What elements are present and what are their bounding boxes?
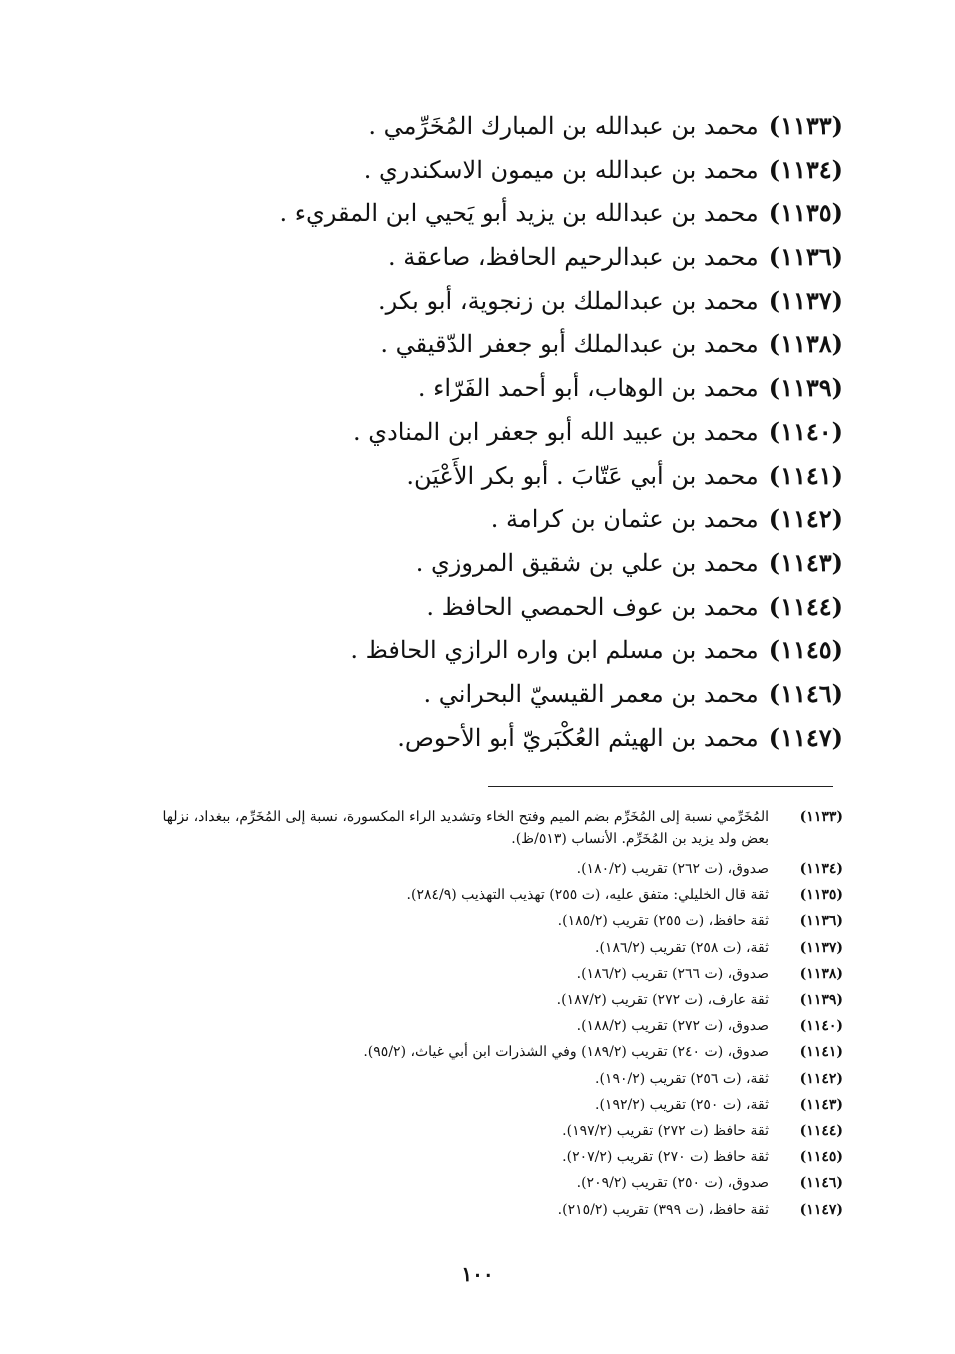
entry-1133 xyxy=(243,104,843,148)
footnote-text: ثقة حافظ، (ت ٣٩٩) تقريب (٢١٥/٢). xyxy=(557,1201,769,1218)
footnotes xyxy=(133,806,843,1223)
entry-name: محمد بن عبدالله بن المبارك المُخَرِّمي . xyxy=(368,112,759,140)
entry-number: (١١٣٤) xyxy=(768,154,843,184)
entry-1134 xyxy=(243,148,843,192)
entry-number: (١١٤٧) xyxy=(768,722,843,752)
entry-name: محمد بن علي بن شقيق المروزي . xyxy=(415,548,759,577)
entry-number: (١١٣٦) xyxy=(768,242,843,272)
entry-1139 xyxy=(243,366,843,410)
entry-1142 xyxy=(243,497,843,541)
footnote xyxy=(133,1170,843,1196)
entry-name: محمد بن عبدالله بن ميمون الاسكندري . xyxy=(363,155,759,184)
entry-1143 xyxy=(243,541,843,585)
footnote-number: (١١٤٢) xyxy=(799,1070,843,1087)
entry-number: (١١٤٣) xyxy=(768,547,843,577)
footnote-text: ثقة حافظ، (ت ٢٥٥) تقريب (١٨٥/٢). xyxy=(557,913,769,930)
footnote-text: المُخَرِّمي نسبة إلى المُخَرِّم بضم الميم وفتح الخاء وتشديد الراء المكسورة، نسبة إلى المُخَرِّم، ببغداد، نزلها بعض ولد يزيد بن المُخَرِّم. الأنساب (٥١٣/ظ). xyxy=(162,809,769,847)
footnote-number: (١١٣٥) xyxy=(799,887,843,904)
footnote xyxy=(133,987,843,1013)
entry-name: محمد بن عوف الحمصي الحافظ . xyxy=(426,592,759,621)
footnote-number: (١١٤٧) xyxy=(799,1201,843,1218)
entry-name: محمد بن الوهاب، أبو أحمد الفَرّاء . xyxy=(417,374,759,403)
footnote xyxy=(133,1039,843,1065)
entry-1140 xyxy=(243,410,843,454)
entry-number: (١١٤٠) xyxy=(768,416,843,446)
entry-name: محمد بن عبدالله بن يزيد أبو يَحيي ابن المقريء . xyxy=(279,199,759,228)
footnote-number: (١١٤٤) xyxy=(799,1123,843,1140)
footnote-number: (١١٣٦) xyxy=(799,913,843,930)
entry-name: محمد بن عبيد الله أبو جعفر ابن المنادي . xyxy=(353,417,759,446)
footnote-number: (١١٣٤) xyxy=(799,861,843,877)
entry-number: (١١٣٣) xyxy=(768,111,843,140)
footnote xyxy=(133,882,843,908)
entry-1136 xyxy=(243,235,843,279)
entry-number: (١١٣٥) xyxy=(768,198,843,228)
footnote-text: ثقة قال الخليلي: متفق عليه، (ت ٢٥٥) تهذيب التهذيب (٢٨٤/٩). xyxy=(406,887,769,904)
footnote-text: ثقة حافظ (ت ٢٧٢) تقريب (١٩٧/٢). xyxy=(562,1123,769,1140)
entry-name: محمد بن عبدالملك بن زنجوية، أبو بكر. xyxy=(378,286,759,315)
footnote-text: ثقة عارف، (ت ٢٧٢) تقريب (١٨٧/٢). xyxy=(556,992,769,1009)
entry-1147 xyxy=(243,716,843,760)
entry-name: محمد بن عبدالرحيم الحافظ، صاعقة . xyxy=(387,243,759,272)
footnote-text: صدوق، (ت ٢٧٢) تقريب (١٨٨/٢). xyxy=(576,1018,769,1035)
entry-name: محمد بن الهيثم العُكْبَريّ أبو الأحوص. xyxy=(397,723,759,752)
entry-1138 xyxy=(243,322,843,366)
footnote-number: (١١٣٨) xyxy=(799,965,843,982)
entry-1137 xyxy=(243,279,843,323)
entry-number: (١١٣٩) xyxy=(768,373,843,403)
footnote-text: ثقة، (ت ٢٥٨) تقريب (١٨٦/٢). xyxy=(595,939,769,956)
footnote xyxy=(133,1118,843,1144)
entry-name: محمد بن أبي عَتّابَ . أبو بكر الأَعْيَن. xyxy=(406,461,759,490)
entry-1145 xyxy=(243,628,843,672)
footnote xyxy=(133,1197,843,1223)
narrator-entries xyxy=(243,104,843,759)
entry-name: محمد بن معمر القيسيّ البحراني . xyxy=(423,679,759,708)
footnote xyxy=(133,908,843,934)
footnote-number: (١١٤١) xyxy=(799,1044,843,1061)
footnote-number: (١١٣٣) xyxy=(799,809,843,825)
footnote-number: (١١٤٦) xyxy=(799,1175,843,1192)
entry-number: (١١٤٤) xyxy=(768,591,843,621)
footnote-number: (١١٣٩) xyxy=(799,992,843,1009)
footnote xyxy=(133,1144,843,1170)
entry-number: (١١٤٥) xyxy=(768,635,843,665)
entry-number: (١١٣٧) xyxy=(768,285,843,315)
footnote-number: (١١٣٧) xyxy=(799,939,843,956)
entry-name: محمد بن عثمان بن كرامة . xyxy=(490,505,759,534)
entry-1146 xyxy=(243,672,843,716)
footnote-text: صدوق، (ت ٢٤٠) تقريب (١٨٩/٢) وفي الشذرات ابن أبي غياث، (٩٥/٢). xyxy=(363,1044,769,1061)
footnote-number: (١١٤٠) xyxy=(799,1018,843,1035)
footnote xyxy=(133,935,843,961)
footnote-text: صدوق، (ت ٢٦٢) تقريب (١٨٠/٢). xyxy=(576,861,769,877)
footnote-divider xyxy=(488,786,833,787)
footnote-number: (١١٤٥) xyxy=(799,1149,843,1166)
entry-number: (١١٣٨) xyxy=(768,329,843,359)
entry-1141 xyxy=(243,454,843,498)
entry-number: (١١٤١) xyxy=(768,460,843,490)
footnote xyxy=(133,806,843,850)
footnote xyxy=(133,1013,843,1039)
footnote-text: ثقة، (ت ٢٥٠) تقريب (١٩٢/٢). xyxy=(595,1096,769,1113)
footnote xyxy=(133,1092,843,1118)
entry-1144 xyxy=(243,585,843,629)
footnote xyxy=(133,1066,843,1092)
entry-number: (١١٤٦) xyxy=(768,678,843,708)
entry-name: محمد بن مسلم ابن واره الرازي الحافظ . xyxy=(350,636,759,665)
entry-1135 xyxy=(243,191,843,235)
footnote-text: صدوق، (ت ٢٥٠) تقريب (٢٠٩/٢). xyxy=(576,1175,769,1192)
entry-number: (١١٤٢) xyxy=(768,504,843,534)
footnote-text: ثقة حافظ (ت ٢٧٠) تقريب (٢٠٧/٢). xyxy=(562,1149,769,1166)
footnote xyxy=(133,856,843,882)
footnote-text: ثقة، (ت ٢٥٦) تقريب (١٩٠/٢). xyxy=(595,1070,769,1087)
page-number: ١٠٠ xyxy=(461,1262,494,1286)
footnote-number: (١١٤٣) xyxy=(799,1096,843,1113)
footnote-text: صدوق، (ت ٢٦٦) تقريب (١٨٦/٢). xyxy=(576,965,769,982)
footnote xyxy=(133,961,843,987)
entry-name: محمد بن عبدالملك أبو جعفر الدّقيقي . xyxy=(380,330,759,359)
